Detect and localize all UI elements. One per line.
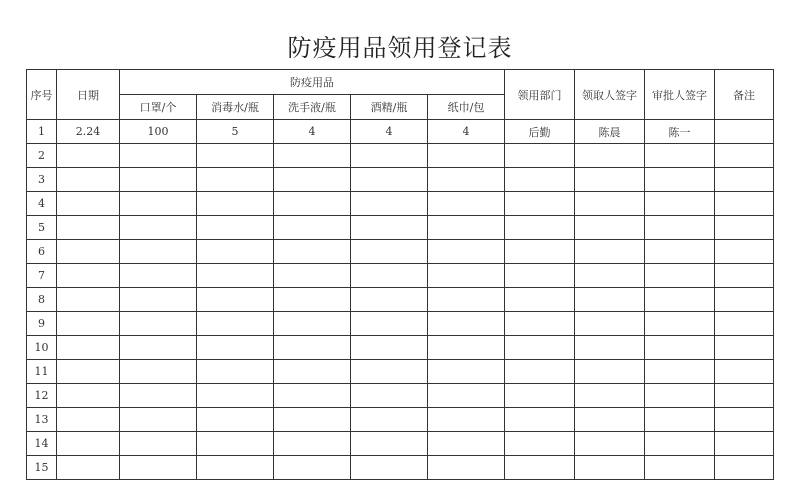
cell-disinfectant[interactable] xyxy=(197,384,274,408)
header-approver-signature: 审批人签字 xyxy=(645,70,715,120)
header-department: 领用部门 xyxy=(505,70,575,120)
cell-receiver[interactable] xyxy=(575,336,645,360)
cell-alcohol[interactable]: 4 xyxy=(351,120,428,144)
cell-alcohol[interactable] xyxy=(351,192,428,216)
cell-mask[interactable] xyxy=(120,264,197,288)
cell-approver[interactable] xyxy=(645,336,715,360)
cell-alcohol[interactable] xyxy=(351,336,428,360)
cell-department[interactable] xyxy=(505,360,575,384)
cell-handwash[interactable] xyxy=(274,168,351,192)
cell-approver[interactable] xyxy=(645,360,715,384)
cell-approver[interactable] xyxy=(645,408,715,432)
cell-handwash[interactable] xyxy=(274,240,351,264)
table-row xyxy=(27,192,774,216)
cell-handwash[interactable] xyxy=(274,312,351,336)
table-row xyxy=(27,120,774,144)
cell-approver[interactable] xyxy=(645,168,715,192)
cell-seq[interactable]: 12 xyxy=(27,384,57,408)
cell-seq[interactable]: 2 xyxy=(27,144,57,168)
header-item-mask: 口罩/个 xyxy=(120,95,197,120)
cell-date[interactable] xyxy=(57,456,120,480)
cell-approver[interactable] xyxy=(645,192,715,216)
cell-mask[interactable] xyxy=(120,144,197,168)
cell-disinfectant[interactable] xyxy=(197,240,274,264)
header-remark: 备注 xyxy=(715,70,774,120)
table-row xyxy=(27,360,774,384)
cell-tissue[interactable]: 4 xyxy=(428,120,505,144)
cell-receiver[interactable] xyxy=(575,384,645,408)
cell-date[interactable] xyxy=(57,432,120,456)
cell-disinfectant[interactable] xyxy=(197,168,274,192)
cell-tissue[interactable] xyxy=(428,168,505,192)
cell-mask[interactable] xyxy=(120,288,197,312)
cell-department[interactable]: 后勤 xyxy=(505,120,575,144)
cell-seq[interactable]: 13 xyxy=(27,408,57,432)
cell-handwash[interactable] xyxy=(274,216,351,240)
table-row xyxy=(27,288,774,312)
table-row xyxy=(27,432,774,456)
cell-seq[interactable]: 6 xyxy=(27,240,57,264)
cell-handwash[interactable] xyxy=(274,408,351,432)
cell-approver[interactable] xyxy=(645,384,715,408)
cell-tissue[interactable] xyxy=(428,264,505,288)
cell-approver[interactable] xyxy=(645,456,715,480)
cell-disinfectant[interactable] xyxy=(197,264,274,288)
cell-alcohol[interactable] xyxy=(351,408,428,432)
cell-alcohol[interactable] xyxy=(351,240,428,264)
cell-mask[interactable]: 100 xyxy=(120,120,197,144)
cell-alcohol[interactable] xyxy=(351,312,428,336)
cell-department[interactable] xyxy=(505,168,575,192)
cell-alcohol[interactable] xyxy=(351,216,428,240)
table-row xyxy=(27,336,774,360)
cell-seq[interactable]: 5 xyxy=(27,216,57,240)
cell-tissue[interactable] xyxy=(428,456,505,480)
cell-approver[interactable]: 陈一 xyxy=(645,120,715,144)
cell-receiver[interactable] xyxy=(575,360,645,384)
table-row xyxy=(27,240,774,264)
cell-disinfectant[interactable] xyxy=(197,336,274,360)
cell-department[interactable] xyxy=(505,216,575,240)
cell-seq[interactable]: 15 xyxy=(27,456,57,480)
cell-department[interactable] xyxy=(505,456,575,480)
cell-handwash[interactable] xyxy=(274,432,351,456)
cell-disinfectant[interactable] xyxy=(197,456,274,480)
cell-remark[interactable] xyxy=(715,120,774,144)
header-item-alcohol: 酒精/瓶 xyxy=(351,95,428,120)
cell-tissue[interactable] xyxy=(428,240,505,264)
cell-disinfectant[interactable] xyxy=(197,144,274,168)
cell-seq[interactable]: 10 xyxy=(27,336,57,360)
cell-disinfectant[interactable] xyxy=(197,312,274,336)
cell-remark[interactable] xyxy=(715,336,774,360)
cell-disinfectant[interactable] xyxy=(197,360,274,384)
cell-date[interactable] xyxy=(57,384,120,408)
cell-date[interactable] xyxy=(57,240,120,264)
cell-seq[interactable]: 8 xyxy=(27,288,57,312)
cell-receiver[interactable] xyxy=(575,192,645,216)
cell-mask[interactable] xyxy=(120,336,197,360)
cell-department[interactable] xyxy=(505,384,575,408)
cell-disinfectant[interactable] xyxy=(197,216,274,240)
cell-remark[interactable] xyxy=(715,240,774,264)
cell-remark[interactable] xyxy=(715,288,774,312)
cell-handwash[interactable] xyxy=(274,192,351,216)
cell-date[interactable] xyxy=(57,312,120,336)
header-supplies-group: 防疫用品 xyxy=(120,70,505,95)
cell-disinfectant[interactable] xyxy=(197,432,274,456)
cell-date[interactable]: 2.24 xyxy=(57,120,120,144)
cell-receiver[interactable] xyxy=(575,408,645,432)
cell-disinfectant[interactable] xyxy=(197,288,274,312)
cell-disinfectant[interactable] xyxy=(197,408,274,432)
header-item-tissue: 纸巾/包 xyxy=(428,95,505,120)
cell-alcohol[interactable] xyxy=(351,384,428,408)
header-item-handwash: 洗手液/瓶 xyxy=(274,95,351,120)
cell-date[interactable] xyxy=(57,144,120,168)
cell-mask[interactable] xyxy=(120,456,197,480)
cell-handwash[interactable] xyxy=(274,144,351,168)
cell-date[interactable] xyxy=(57,216,120,240)
cell-tissue[interactable] xyxy=(428,384,505,408)
table-row xyxy=(27,456,774,480)
cell-approver[interactable] xyxy=(645,312,715,336)
cell-date[interactable] xyxy=(57,336,120,360)
cell-receiver[interactable] xyxy=(575,312,645,336)
cell-receiver[interactable] xyxy=(575,144,645,168)
table-row xyxy=(27,312,774,336)
cell-date[interactable] xyxy=(57,288,120,312)
table-row xyxy=(27,384,774,408)
cell-department[interactable] xyxy=(505,240,575,264)
table-row xyxy=(27,264,774,288)
cell-seq[interactable]: 3 xyxy=(27,168,57,192)
cell-remark[interactable] xyxy=(715,216,774,240)
cell-handwash[interactable] xyxy=(274,360,351,384)
table-row xyxy=(27,168,774,192)
cell-department[interactable] xyxy=(505,408,575,432)
cell-handwash[interactable] xyxy=(274,456,351,480)
cell-department[interactable] xyxy=(505,288,575,312)
cell-date[interactable] xyxy=(57,360,120,384)
cell-receiver[interactable] xyxy=(575,168,645,192)
cell-handwash[interactable] xyxy=(274,384,351,408)
cell-receiver[interactable] xyxy=(575,456,645,480)
cell-remark[interactable] xyxy=(715,360,774,384)
cell-approver[interactable] xyxy=(645,240,715,264)
header-seq: 序号 xyxy=(27,70,57,120)
cell-seq[interactable]: 9 xyxy=(27,312,57,336)
cell-handwash[interactable] xyxy=(274,288,351,312)
cell-mask[interactable] xyxy=(120,360,197,384)
cell-tissue[interactable] xyxy=(428,336,505,360)
cell-seq[interactable]: 11 xyxy=(27,360,57,384)
cell-mask[interactable] xyxy=(120,408,197,432)
cell-handwash[interactable]: 4 xyxy=(274,120,351,144)
cell-remark[interactable] xyxy=(715,192,774,216)
cell-date[interactable] xyxy=(57,192,120,216)
cell-tissue[interactable] xyxy=(428,288,505,312)
cell-department[interactable] xyxy=(505,312,575,336)
cell-approver[interactable] xyxy=(645,432,715,456)
cell-mask[interactable] xyxy=(120,432,197,456)
cell-alcohol[interactable] xyxy=(351,144,428,168)
cell-date[interactable] xyxy=(57,264,120,288)
cell-mask[interactable] xyxy=(120,216,197,240)
cell-department[interactable] xyxy=(505,264,575,288)
cell-seq[interactable]: 4 xyxy=(27,192,57,216)
cell-remark[interactable] xyxy=(715,408,774,432)
cell-remark[interactable] xyxy=(715,456,774,480)
cell-alcohol[interactable] xyxy=(351,168,428,192)
cell-receiver[interactable]: 陈晨 xyxy=(575,120,645,144)
cell-remark[interactable] xyxy=(715,264,774,288)
cell-tissue[interactable] xyxy=(428,144,505,168)
cell-tissue[interactable] xyxy=(428,312,505,336)
cell-remark[interactable] xyxy=(715,432,774,456)
cell-alcohol[interactable] xyxy=(351,360,428,384)
cell-tissue[interactable] xyxy=(428,408,505,432)
cell-remark[interactable] xyxy=(715,168,774,192)
cell-date[interactable] xyxy=(57,408,120,432)
cell-receiver[interactable] xyxy=(575,288,645,312)
cell-alcohol[interactable] xyxy=(351,264,428,288)
cell-tissue[interactable] xyxy=(428,360,505,384)
cell-tissue[interactable] xyxy=(428,216,505,240)
cell-approver[interactable] xyxy=(645,264,715,288)
cell-approver[interactable] xyxy=(645,216,715,240)
cell-mask[interactable] xyxy=(120,240,197,264)
cell-alcohol[interactable] xyxy=(351,456,428,480)
cell-disinfectant[interactable] xyxy=(197,192,274,216)
table-row xyxy=(27,216,774,240)
header-receiver-signature: 领取人签字 xyxy=(575,70,645,120)
registration-table xyxy=(26,69,774,480)
cell-receiver[interactable] xyxy=(575,216,645,240)
cell-department[interactable] xyxy=(505,432,575,456)
form-title: 防疫用品领用登记表 xyxy=(287,34,513,62)
cell-approver[interactable] xyxy=(645,288,715,312)
cell-seq[interactable]: 7 xyxy=(27,264,57,288)
cell-remark[interactable] xyxy=(715,384,774,408)
cell-mask[interactable] xyxy=(120,384,197,408)
cell-department[interactable] xyxy=(505,336,575,360)
cell-receiver[interactable] xyxy=(575,264,645,288)
cell-receiver[interactable] xyxy=(575,240,645,264)
table-row xyxy=(27,144,774,168)
cell-handwash[interactable] xyxy=(274,264,351,288)
cell-seq[interactable]: 14 xyxy=(27,432,57,456)
cell-department[interactable] xyxy=(505,144,575,168)
cell-alcohol[interactable] xyxy=(351,288,428,312)
header-item-disinfectant: 消毒水/瓶 xyxy=(197,95,274,120)
cell-mask[interactable] xyxy=(120,168,197,192)
header-row-primary xyxy=(27,70,774,95)
cell-tissue[interactable] xyxy=(428,192,505,216)
cell-seq[interactable]: 1 xyxy=(27,120,57,144)
cell-mask[interactable] xyxy=(120,312,197,336)
cell-handwash[interactable] xyxy=(274,336,351,360)
cell-tissue[interactable] xyxy=(428,432,505,456)
cell-date[interactable] xyxy=(57,168,120,192)
cell-remark[interactable] xyxy=(715,312,774,336)
header-date: 日期 xyxy=(57,70,120,120)
cell-alcohol[interactable] xyxy=(351,432,428,456)
cell-remark[interactable] xyxy=(715,144,774,168)
cell-department[interactable] xyxy=(505,192,575,216)
cell-disinfectant[interactable]: 5 xyxy=(197,120,274,144)
cell-receiver[interactable] xyxy=(575,432,645,456)
cell-mask[interactable] xyxy=(120,192,197,216)
cell-approver[interactable] xyxy=(645,144,715,168)
table-row xyxy=(27,408,774,432)
